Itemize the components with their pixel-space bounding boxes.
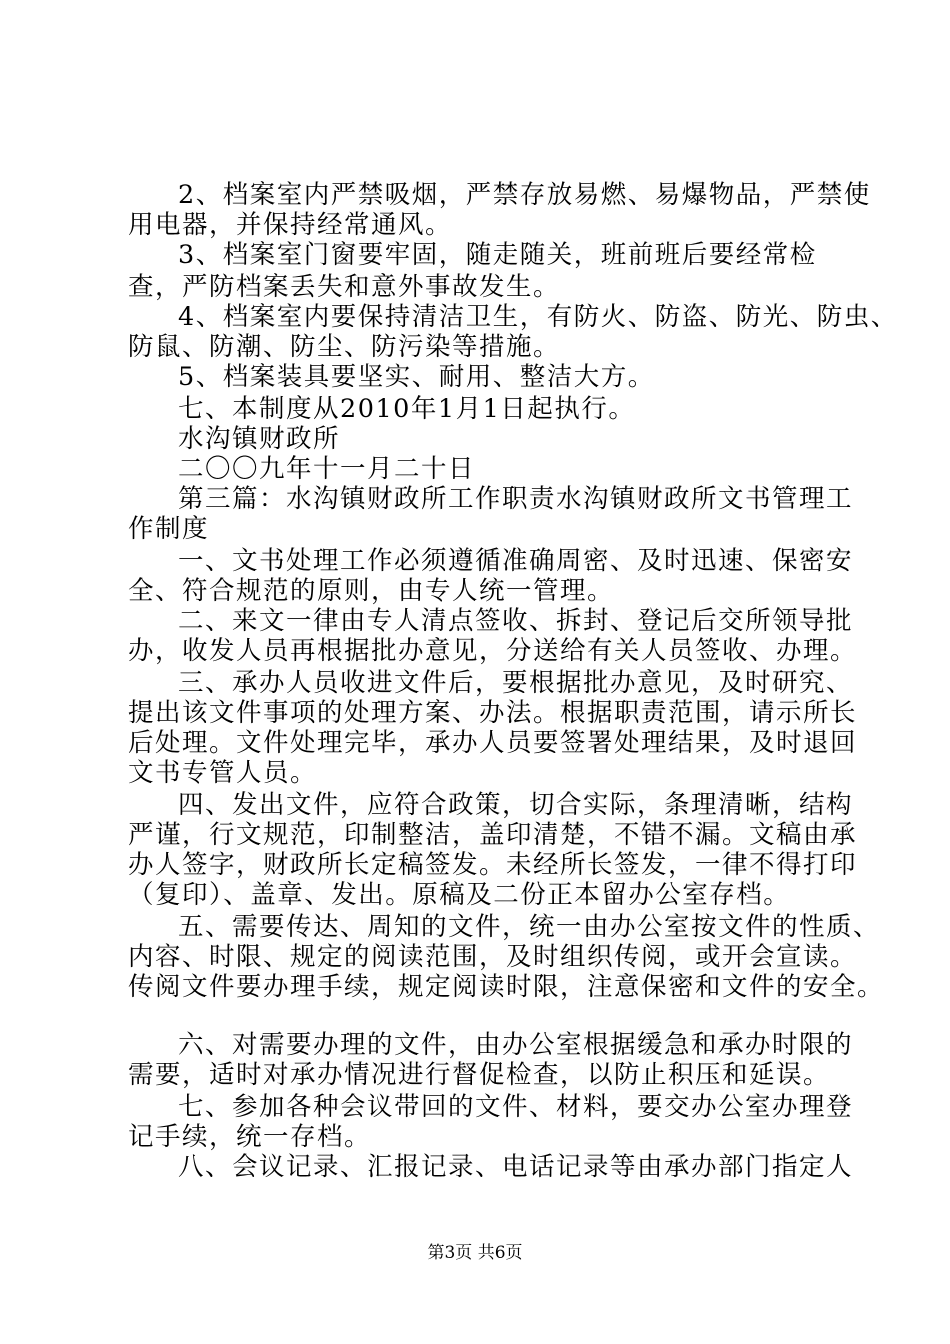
section-heading-cont: 作制度 (128, 514, 210, 544)
text-line: 严谨，行文规范，印制整洁，盖印清楚，不错不漏。文稿由承 (128, 820, 858, 850)
text-line: 5、档案装具要坚实、耐用、整洁大方。 (178, 362, 655, 392)
text-line: 八、会议记录、汇报记录、电话记录等由承办部门指定人 (178, 1152, 854, 1182)
text-line: 提出该文件事项的处理方案、办法。根据职责范围，请示所长 (128, 698, 858, 728)
text-line: 4、档案室内要保持清洁卫生，有防火、防盗、防光、防虫、 (178, 302, 898, 332)
text-line: （复印）、盖章、发出。原稿及二份正本留办公室存档。 (128, 880, 791, 910)
text-line: 后处理。文件处理完毕，承办人员要签署处理结果，及时退回 (128, 728, 858, 758)
text-line: 一、文书处理工作必须遵循准确周密、及时迅速、保密安 (178, 546, 854, 576)
text-line: 记手续，统一存档。 (128, 1122, 372, 1152)
text-line: 用电器，并保持经常通风。 (128, 210, 453, 240)
text-line: 七、参加各种会议带回的文件、材料，要交办公室办理登 (178, 1092, 854, 1122)
signature-organization: 水沟镇财政所 (178, 424, 341, 454)
text-line: 文书专管人员。 (128, 758, 318, 788)
text-line: 二、来文一律由专人清点签收、拆封、登记后交所领导批 (178, 606, 854, 636)
text-line: 三、承办人员收进文件后，要根据批办意见，及时研究、 (178, 668, 854, 698)
text-line: 办，收发人员再根据批办意见，分送给有关人员签收、办理。 (128, 636, 858, 666)
page-footer: 第3页 共6页 (427, 1243, 523, 1263)
text-line: 六、对需要办理的文件，由办公室根据缓急和承办时限的 (178, 1030, 854, 1060)
text-line: 办人签字，财政所长定稿签发。未经所长签发，一律不得打印 (128, 850, 858, 880)
text-line: 全、符合规范的原则，由专人统一管理。 (128, 576, 615, 606)
text-line: 需要，适时对承办情况进行督促检查，以防止积压和延误。 (128, 1060, 831, 1090)
text-line: 七、本制度从2010年1月1日起执行。 (178, 394, 636, 424)
signature-date: 二〇〇九年十一月二十日 (178, 454, 476, 484)
text-line: 查，严防档案丢失和意外事故发生。 (128, 272, 561, 302)
text-line: 传阅文件要办理手续，规定阅读时限，注意保密和文件的安全。 (128, 972, 885, 1002)
text-line: 3、档案室门窗要牢固，随走随关，班前班后要经常检 (178, 240, 817, 270)
text-line: 五、需要传达、周知的文件，统一由办公室按文件的性质、 (178, 912, 881, 942)
text-line: 2、档案室内严禁吸烟，严禁存放易燃、易爆物品，严禁使 (178, 180, 871, 210)
text-line: 四、发出文件，应符合政策，切合实际，条理清晰，结构 (178, 790, 854, 820)
text-line: 内容、时限、规定的阅读范围，及时组织传阅，或开会宣读。 (128, 942, 858, 972)
section-heading: 第三篇：水沟镇财政所工作职责水沟镇财政所文书管理工 (178, 484, 854, 514)
text-line: 防鼠、防潮、防尘、防污染等措施。 (128, 332, 561, 362)
